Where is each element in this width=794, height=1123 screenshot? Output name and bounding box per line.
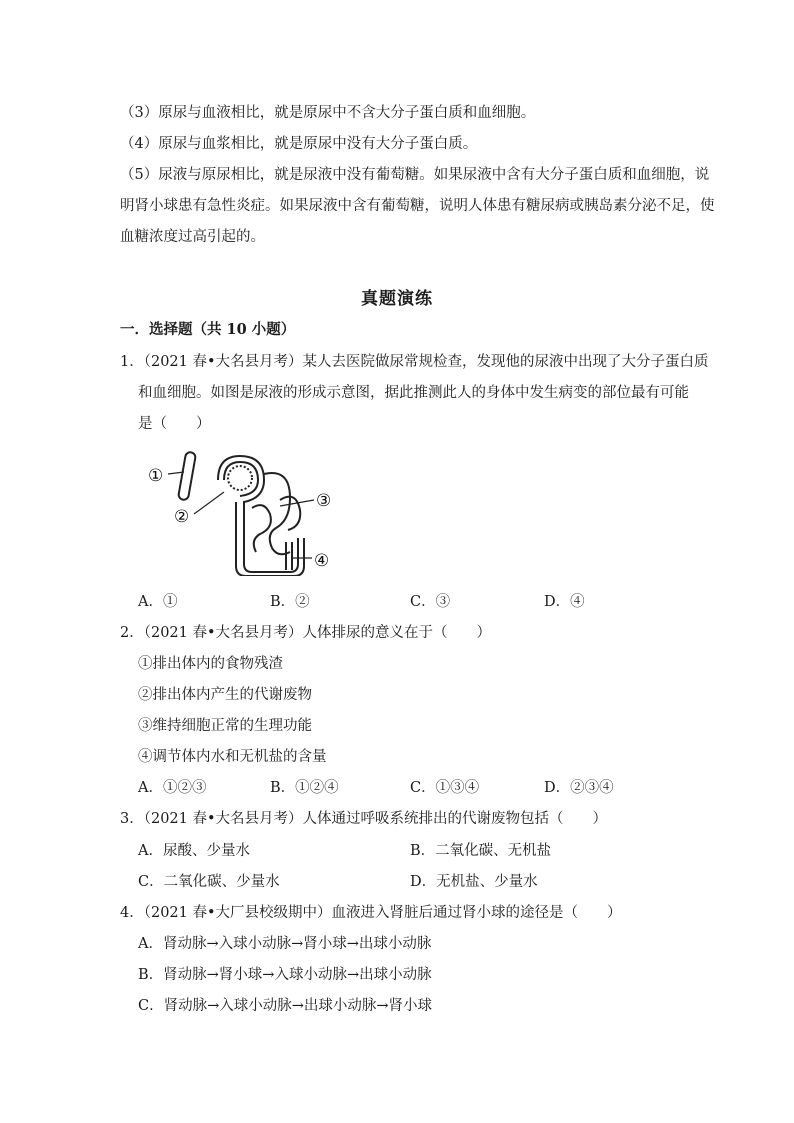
q2-option-c[interactable]: C．①③④ xyxy=(410,780,480,796)
q2-item-1: ①排出体内的食物残渣 xyxy=(138,656,283,672)
diagram-label-4: ④ xyxy=(314,551,330,571)
section-heading: 一．选择题（共 10 小题） xyxy=(120,321,296,338)
vessel-shape xyxy=(178,451,196,500)
q1-stem-line-1: 1．（2021 春•大名县月考）某人去医院做尿常规检查，发现他的尿液中出现了大分子蛋白质 xyxy=(120,354,709,370)
q2-item-3: ③维持细胞正常的生理功能 xyxy=(138,718,312,734)
glomerulus-shape xyxy=(228,466,252,490)
q2-item-2: ②排出体内产生的代谢废物 xyxy=(138,687,312,703)
q4-stem: 4．（2021 春•大厂县校级期中）血液进入肾脏后通过肾小球的途径是（ ） xyxy=(120,905,622,921)
q3-option-b[interactable]: B．二氧化碳、无机盐 xyxy=(410,843,552,859)
note-5-line-3: 血糖浓度过高引起的。 xyxy=(120,229,265,245)
note-5-line-1: （5）尿液与原尿相比，就是尿液中没有葡萄糖。如果尿液中含有大分子蛋白质和血细胞，说 xyxy=(120,167,710,183)
note-3: （3）原尿与血液相比，就是原尿中不含大分子蛋白质和血细胞。 xyxy=(120,105,536,121)
page-title: 真题演练 xyxy=(361,289,433,309)
urine-formation-diagram xyxy=(140,448,360,576)
q3-stem: 3．（2021 春•大名县月考）人体通过呼吸系统排出的代谢废物包括（ ） xyxy=(120,811,608,827)
q1-option-d[interactable]: D．④ xyxy=(544,594,585,610)
q3-option-a[interactable]: A．尿酸、少量水 xyxy=(138,843,250,859)
q2-option-d[interactable]: D．②③④ xyxy=(544,780,614,796)
q2-option-b[interactable]: B．①②④ xyxy=(270,780,339,796)
q3-option-d[interactable]: D．无机盐、少量水 xyxy=(410,874,538,890)
q2-item-4: ④调节体内水和无机盐的含量 xyxy=(138,749,327,765)
diagram-label-1: ① xyxy=(148,466,164,486)
q2-stem: 2．（2021 春•大名县月考）人体排尿的意义在于（ ） xyxy=(120,625,492,641)
q1-stem-line-2: 和血细胞。如图是尿液的形成示意图，据此推测此人的身体中发生病变的部位最有可能 xyxy=(138,385,689,401)
diagram-label-3: ③ xyxy=(316,491,332,511)
q3-option-c[interactable]: C．二氧化碳、少量水 xyxy=(138,874,280,890)
q1-option-a[interactable]: A．① xyxy=(138,594,178,610)
q1-option-c[interactable]: C．③ xyxy=(410,594,451,610)
q1-stem-line-3: 是（ ） xyxy=(138,416,211,432)
note-4: （4）原尿与血浆相比，就是原尿中没有大分子蛋白质。 xyxy=(120,136,478,152)
q2-option-a[interactable]: A．①②③ xyxy=(138,780,207,796)
q1-option-b[interactable]: B．② xyxy=(270,594,310,610)
q4-option-b[interactable]: B．肾动脉→肾小球→入球小动脉→出球小动脉 xyxy=(138,967,432,983)
diagram-label-2: ② xyxy=(174,507,190,527)
q4-option-a[interactable]: A．肾动脉→入球小动脉→肾小球→出球小动脉 xyxy=(138,936,432,952)
q4-option-c[interactable]: C．肾动脉→入球小动脉→出球小动脉→肾小球 xyxy=(138,998,433,1014)
collecting-duct-shape xyxy=(286,542,292,570)
note-5-line-2: 明肾小球患有急性炎症。如果尿液中含有葡萄糖，说明人体患有糖尿病或胰岛素分泌不足，使 xyxy=(120,198,715,214)
